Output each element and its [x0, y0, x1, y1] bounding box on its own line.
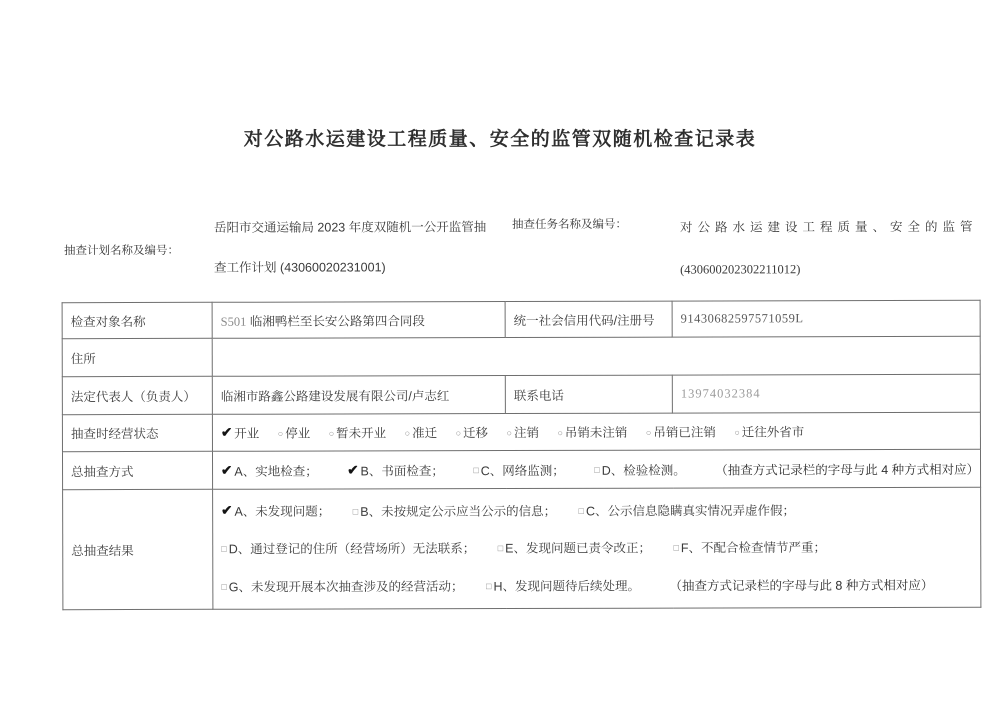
radio-circle-icon: ○ — [328, 427, 335, 439]
radio-circle-icon: ○ — [506, 427, 512, 438]
method-label: 总抽查方式 — [62, 451, 212, 489]
status-option-deregistered — [506, 423, 539, 441]
object-name-text: 临湘鸭栏至长安公路第四合同段 — [249, 313, 425, 329]
check-icon: ✔ — [347, 461, 359, 477]
page-title: 对公路水运建设工程质量、安全的监管双随机检查记录表 — [243, 129, 757, 150]
status-option-closed — [278, 424, 311, 442]
status-option-label: 准迁 — [412, 426, 438, 441]
status-option-label: 注销 — [513, 425, 539, 441]
checkbox-square-icon: □ — [497, 543, 504, 554]
result-option-label: C、公示信息隐瞒真实情况弄虚作假； — [585, 503, 796, 518]
inspection-record-table — [62, 300, 982, 610]
result-option-b — [353, 492, 556, 530]
status-option-approved-move — [405, 423, 438, 441]
phone-label: 联系电话 — [505, 375, 672, 413]
status-label: 抽查时经营状态 — [62, 414, 212, 451]
result-option-label: B、未按规定公示应当公示的信息； — [360, 503, 557, 519]
form-header — [64, 206, 982, 292]
status-option-revoked-not-dereg — [557, 423, 627, 441]
status-option-label: 停业 — [285, 426, 311, 441]
checkbox-square-icon: □ — [578, 505, 585, 516]
radio-circle-icon: ○ — [404, 427, 411, 438]
status-option-label: 吊销未注销 — [564, 425, 628, 440]
result-note: （抽查方式记录栏的字母与此 8 种方式相对应） — [669, 577, 934, 593]
method-option-label: C、网络监测； — [480, 463, 565, 478]
row-inspection-result — [63, 487, 981, 609]
result-option-g — [221, 568, 463, 606]
method-option-label: B、书面检查； — [360, 463, 444, 478]
phone-value — [672, 374, 980, 413]
result-option-d — [221, 530, 475, 568]
phone-number: 13974032384 — [680, 386, 761, 401]
task-value-line-2: (430600202302211012) — [680, 262, 801, 277]
radio-circle-icon: ○ — [645, 427, 652, 438]
status-option-label: 开业 — [234, 426, 260, 441]
row-address — [62, 336, 980, 376]
result-option-label: H、发现问题待后续处理。 — [493, 578, 640, 594]
checkbox-square-icon: □ — [221, 543, 227, 554]
credit-code-number: 91430682597571059L — [680, 311, 804, 326]
plan-section — [64, 207, 512, 292]
result-line-3 — [221, 566, 972, 605]
row-business-status — [62, 412, 980, 451]
method-option-field-check — [221, 461, 318, 479]
check-icon: ✔ — [220, 424, 233, 440]
status-option-label: 暂未开业 — [336, 426, 387, 441]
result-option-a — [221, 493, 330, 531]
check-icon: ✔ — [221, 462, 233, 478]
checkbox-square-icon: □ — [485, 580, 492, 591]
result-option-c — [579, 492, 796, 530]
result-line-2 — [221, 529, 972, 568]
credit-code-value — [672, 300, 980, 337]
radio-circle-icon: ○ — [277, 428, 284, 439]
address-label: 住所 — [62, 338, 212, 376]
status-option-label: 迁往外省市 — [741, 425, 805, 440]
checkbox-square-icon: □ — [594, 464, 600, 475]
radio-circle-icon: ○ — [557, 427, 563, 438]
plan-value-line-2: 查工作计划 (43060020231001) — [214, 260, 386, 275]
result-option-f — [673, 529, 826, 567]
task-value-line-1: 对公路水运建设工程质量、安全的监管 — [679, 219, 978, 235]
address-value — [212, 336, 980, 376]
check-icon: ✔ — [221, 502, 233, 518]
row-inspection-method — [62, 449, 980, 489]
radio-circle-icon: ○ — [455, 427, 462, 438]
object-route-code: S501 — [220, 314, 247, 329]
legal-rep-value: 临湘市路鑫公路建设发展有限公司/卢志红 — [212, 376, 505, 415]
method-option-label: A、实地检查； — [234, 464, 318, 479]
result-line-1 — [221, 491, 972, 531]
task-value — [680, 206, 978, 291]
object-name-label: 检查对象名称 — [62, 302, 212, 338]
result-option-label: F、不配合检查情节严重； — [680, 540, 827, 556]
result-option-h — [486, 567, 640, 605]
checkbox-square-icon: □ — [221, 581, 227, 592]
method-option-written-check — [347, 461, 444, 479]
method-option-network-monitor — [473, 460, 565, 478]
status-option-label: 吊销已注销 — [653, 425, 716, 440]
status-option-relocated — [456, 423, 489, 441]
result-option-label: D、通过登记的住所（经营场所）无法联系； — [228, 541, 476, 557]
result-option-e — [498, 530, 651, 568]
plan-label: 抽查计划名称及编号： — [63, 244, 180, 258]
object-name-value — [212, 302, 505, 339]
status-option-not-opened — [329, 423, 387, 441]
status-option-moved-out — [734, 422, 804, 440]
result-option-label: A、未发现问题； — [234, 504, 331, 519]
method-option-testing — [594, 460, 686, 478]
plan-value-line-1: 岳阳市交通运输局 2023 年度双随机一公开监管抽 — [213, 220, 487, 235]
legal-rep-label: 法定代表人（负责人） — [62, 376, 212, 414]
row-object-name — [62, 300, 980, 338]
method-note: （抽查方式记录栏的字母与此 4 种方式相对应） — [715, 462, 980, 477]
checkbox-square-icon: □ — [673, 542, 679, 553]
row-legal-rep — [62, 374, 980, 414]
result-option-label: G、未发现开展本次抽查涉及的经营活动； — [228, 579, 464, 594]
result-label: 总抽查结果 — [63, 489, 213, 609]
method-options — [212, 449, 980, 489]
result-options — [213, 487, 981, 609]
checkbox-square-icon: □ — [473, 465, 479, 476]
task-section — [512, 206, 982, 291]
credit-code-label: 统一社会信用代码/注册号 — [505, 301, 672, 337]
status-option-revoked-dereg — [646, 422, 716, 440]
radio-circle-icon: ○ — [734, 426, 740, 437]
status-option-label: 迁移 — [462, 426, 489, 441]
status-option-open — [221, 424, 259, 442]
status-options — [212, 412, 980, 451]
task-label: 抽查任务名称及编号： — [511, 218, 627, 232]
result-option-label: E、发现问题已责令改正； — [505, 541, 651, 556]
plan-value — [214, 207, 486, 292]
checkbox-square-icon: □ — [352, 505, 359, 516]
method-option-label: D、检验检测。 — [601, 463, 686, 478]
